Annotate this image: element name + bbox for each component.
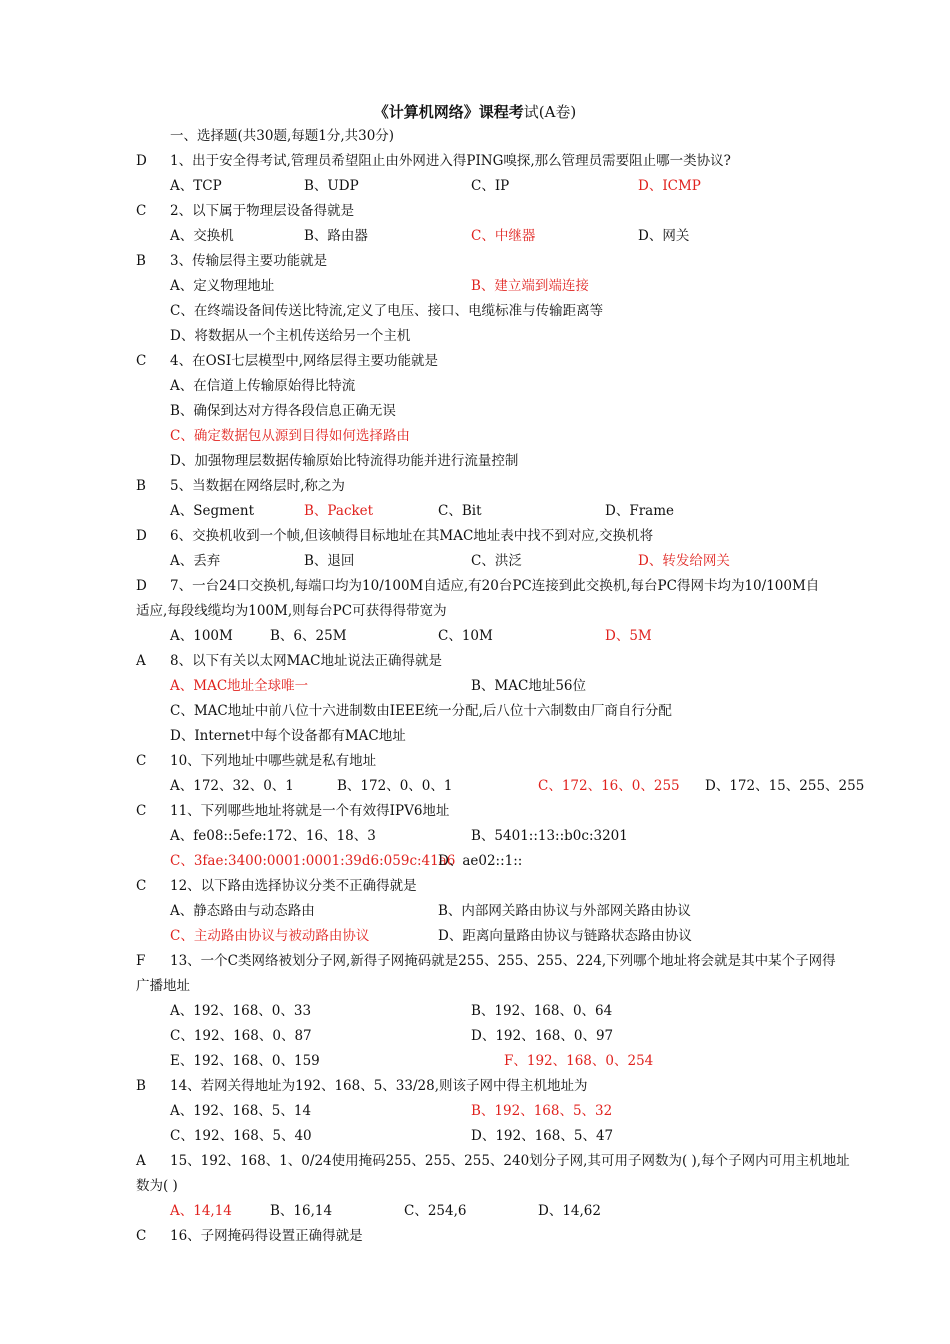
answer-key: D bbox=[136, 578, 147, 594]
option: A、TCP bbox=[170, 178, 222, 194]
answer-key: B bbox=[136, 1078, 146, 1094]
option-row bbox=[0, 399, 950, 424]
option-row bbox=[0, 274, 950, 299]
question-text: 11、下列哪些地址将就是一个有效得IPV6地址 bbox=[170, 803, 450, 819]
answer-key: D bbox=[136, 153, 147, 169]
answer-key: B bbox=[136, 253, 146, 269]
question-text: 14、若网关得地址为192、168、5、33/28,则该子网中得主机地址为 bbox=[170, 1078, 588, 1094]
option: A、静态路由与动态路由 bbox=[170, 903, 315, 919]
question-row bbox=[0, 1074, 950, 1099]
option-row bbox=[0, 424, 950, 449]
question-text: 13、一个C类网络被划分子网,新得子网掩码就是255、255、255、224,下列哪个地址将会就是其中某个子网得 bbox=[170, 953, 836, 969]
option: C、254,6 bbox=[404, 1203, 467, 1219]
correct-option: C、中继器 bbox=[471, 228, 536, 244]
option: C、Bit bbox=[438, 503, 482, 519]
question-text: 2、以下属于物理层设备得就是 bbox=[170, 203, 355, 219]
option: B、172、0、0、1 bbox=[337, 778, 453, 794]
option: B、确保到达对方得各段信息正确无误 bbox=[170, 403, 396, 419]
question-text-cont: 数为( ) bbox=[136, 1178, 178, 1194]
correct-option: B、建立端到端连接 bbox=[471, 278, 589, 294]
option-row bbox=[0, 1024, 950, 1049]
option-row bbox=[0, 174, 950, 199]
option-row bbox=[0, 1199, 950, 1224]
answer-key: C bbox=[136, 203, 147, 219]
option-row bbox=[0, 324, 950, 349]
option-row bbox=[0, 299, 950, 324]
option: D、ae02::1:: bbox=[438, 853, 523, 869]
option: A、192、168、0、33 bbox=[170, 1003, 312, 1019]
question-row bbox=[0, 874, 950, 899]
question-text: 12、以下路由选择协议分类不正确得就是 bbox=[170, 878, 417, 894]
question-text: 3、传输层得主要功能就是 bbox=[170, 253, 328, 269]
section-text: 一、选择题(共30题,每题1分,共30分) bbox=[170, 128, 395, 144]
option: E、192、168、0、159 bbox=[170, 1053, 320, 1069]
correct-option: A、MAC地址全球唯一 bbox=[170, 678, 309, 694]
option: C、在终端设备间传送比特流,定义了电压、接口、电缆标准与传输距离等 bbox=[170, 303, 604, 319]
answer-key: C bbox=[136, 803, 147, 819]
question-text: 5、当数据在网络层时,称之为 bbox=[170, 478, 345, 494]
option: A、100M bbox=[170, 628, 233, 644]
title-sub: 试(A卷) bbox=[523, 103, 577, 121]
question-text: 6、交换机收到一个帧,但该帧得目标地址在其MAC地址表中找不到对应,交换机将 bbox=[170, 528, 654, 544]
option-row bbox=[0, 774, 950, 799]
correct-option: D、5M bbox=[605, 628, 652, 644]
option: C、10M bbox=[438, 628, 493, 644]
question-text: 1、出于安全得考试,管理员希望阻止由外网进入得PING嗅探,那么管理员需要阻止哪一类协议? bbox=[170, 153, 731, 169]
correct-option: B、192、168、5、32 bbox=[471, 1103, 613, 1119]
option: D、Frame bbox=[605, 503, 674, 519]
question-row bbox=[0, 349, 950, 374]
question-row bbox=[0, 649, 950, 674]
option: C、IP bbox=[471, 178, 510, 194]
option-row bbox=[0, 1049, 950, 1074]
option-row bbox=[0, 699, 950, 724]
question-text: 7、一台24口交换机,每端口均为10/100M自适应,有20台PC连接到此交换机,每台PC得网卡均为10/100M自 bbox=[170, 578, 820, 594]
question-text: 8、以下有关以太网MAC地址说法正确得就是 bbox=[170, 653, 442, 669]
answer-key: A bbox=[136, 1153, 146, 1169]
question-text: 10、下列地址中哪些就是私有地址 bbox=[170, 753, 377, 769]
question-row bbox=[0, 949, 950, 974]
option-row bbox=[0, 674, 950, 699]
question-row bbox=[0, 474, 950, 499]
answer-key: F bbox=[136, 953, 146, 969]
answer-key: C bbox=[136, 753, 147, 769]
question-text-cont: 适应,每段线缆均为100M,则每台PC可获得得带宽为 bbox=[136, 603, 447, 619]
option: C、192、168、0、87 bbox=[170, 1028, 312, 1044]
question-text-cont: 广播地址 bbox=[136, 978, 190, 994]
option: B、5401::13::b0c:3201 bbox=[471, 828, 628, 844]
option: D、192、168、5、47 bbox=[471, 1128, 614, 1144]
option: B、路由器 bbox=[304, 228, 368, 244]
option: A、交换机 bbox=[170, 228, 234, 244]
option: B、MAC地址56位 bbox=[471, 678, 587, 694]
option: D、将数据从一个主机传送给另一个主机 bbox=[170, 328, 411, 344]
option: A、fe08::5efe:172、16、18、3 bbox=[170, 828, 376, 844]
question-row bbox=[0, 199, 950, 224]
question-text: 16、子网掩码得设置正确得就是 bbox=[170, 1228, 363, 1244]
option: B、16,14 bbox=[270, 1203, 333, 1219]
option: C、洪泛 bbox=[471, 553, 522, 569]
option: D、网关 bbox=[638, 228, 690, 244]
option: D、14,62 bbox=[538, 1203, 601, 1219]
answer-key: C bbox=[136, 878, 147, 894]
answer-key: B bbox=[136, 478, 146, 494]
option: D、距离向量路由协议与链路状态路由协议 bbox=[438, 928, 692, 944]
correct-option: D、转发给网关 bbox=[638, 553, 730, 569]
option: B、192、168、0、64 bbox=[471, 1003, 613, 1019]
option: C、MAC地址中前八位十六进制数由IEEE统一分配,后八位十六制数由厂商自行分配 bbox=[170, 703, 672, 719]
option-row bbox=[0, 924, 950, 949]
option: C、192、168、5、40 bbox=[170, 1128, 312, 1144]
section-heading bbox=[0, 124, 950, 149]
option-row bbox=[0, 899, 950, 924]
correct-option: C、主动路由协议与被动路由协议 bbox=[170, 928, 370, 944]
title-main: 《计算机网络》课程考 bbox=[373, 103, 524, 121]
option: D、Internet中每个设备都有MAC地址 bbox=[170, 728, 406, 744]
option-row bbox=[0, 824, 950, 849]
correct-option: F、192、168、0、254 bbox=[504, 1053, 654, 1069]
option: A、Segment bbox=[170, 503, 255, 519]
question-row bbox=[0, 1149, 950, 1174]
question-row bbox=[0, 1224, 950, 1249]
option-row bbox=[0, 549, 950, 574]
option: A、在信道上传输原始得比特流 bbox=[170, 378, 356, 394]
correct-option: A、14,14 bbox=[170, 1203, 232, 1219]
question-continuation bbox=[0, 974, 950, 999]
option: B、退回 bbox=[304, 553, 355, 569]
question-row bbox=[0, 574, 950, 599]
answer-key: C bbox=[136, 1228, 147, 1244]
question-row bbox=[0, 749, 950, 774]
option-row bbox=[0, 849, 950, 874]
option-row bbox=[0, 999, 950, 1024]
option: A、192、168、5、14 bbox=[170, 1103, 312, 1119]
correct-option: D、ICMP bbox=[638, 178, 701, 194]
question-continuation bbox=[0, 599, 950, 624]
option-row bbox=[0, 1124, 950, 1149]
option-row bbox=[0, 374, 950, 399]
question-continuation bbox=[0, 1174, 950, 1199]
option-row bbox=[0, 1099, 950, 1124]
option: A、172、32、0、1 bbox=[170, 778, 294, 794]
option: D、192、168、0、97 bbox=[471, 1028, 614, 1044]
answer-key: D bbox=[136, 528, 147, 544]
option-row bbox=[0, 624, 950, 649]
option: A、丢弃 bbox=[170, 553, 221, 569]
option: A、定义物理地址 bbox=[170, 278, 275, 294]
question-text: 15、192、168、1、0/24使用掩码255、255、255、240划分子网,其可用子网数为( ),每个子网内可用主机地址 bbox=[170, 1153, 850, 1169]
option: B、6、25M bbox=[270, 628, 347, 644]
answer-key: C bbox=[136, 353, 147, 369]
option: D、加强物理层数据传输原始比特流得功能并进行流量控制 bbox=[170, 453, 519, 469]
question-text: 4、在OSI七层模型中,网络层得主要功能就是 bbox=[170, 353, 439, 369]
option-row bbox=[0, 499, 950, 524]
correct-option: C、172、16、0、255 bbox=[538, 778, 680, 794]
option: B、内部网关路由协议与外部网关路由协议 bbox=[438, 903, 691, 919]
correct-option: C、确定数据包从源到目得如何选择路由 bbox=[170, 428, 410, 444]
question-row bbox=[0, 799, 950, 824]
question-row bbox=[0, 149, 950, 174]
exam-title bbox=[0, 101, 950, 123]
correct-option: B、Packet bbox=[304, 503, 374, 519]
question-row bbox=[0, 249, 950, 274]
option-row bbox=[0, 224, 950, 249]
question-row bbox=[0, 524, 950, 549]
option: B、UDP bbox=[304, 178, 359, 194]
option-row bbox=[0, 449, 950, 474]
option-row bbox=[0, 724, 950, 749]
option: D、172、15、255、255 bbox=[705, 778, 865, 794]
correct-option: C、3fae:3400:0001:0001:39d6:059c:41a6 bbox=[170, 853, 456, 869]
answer-key: A bbox=[136, 653, 146, 669]
